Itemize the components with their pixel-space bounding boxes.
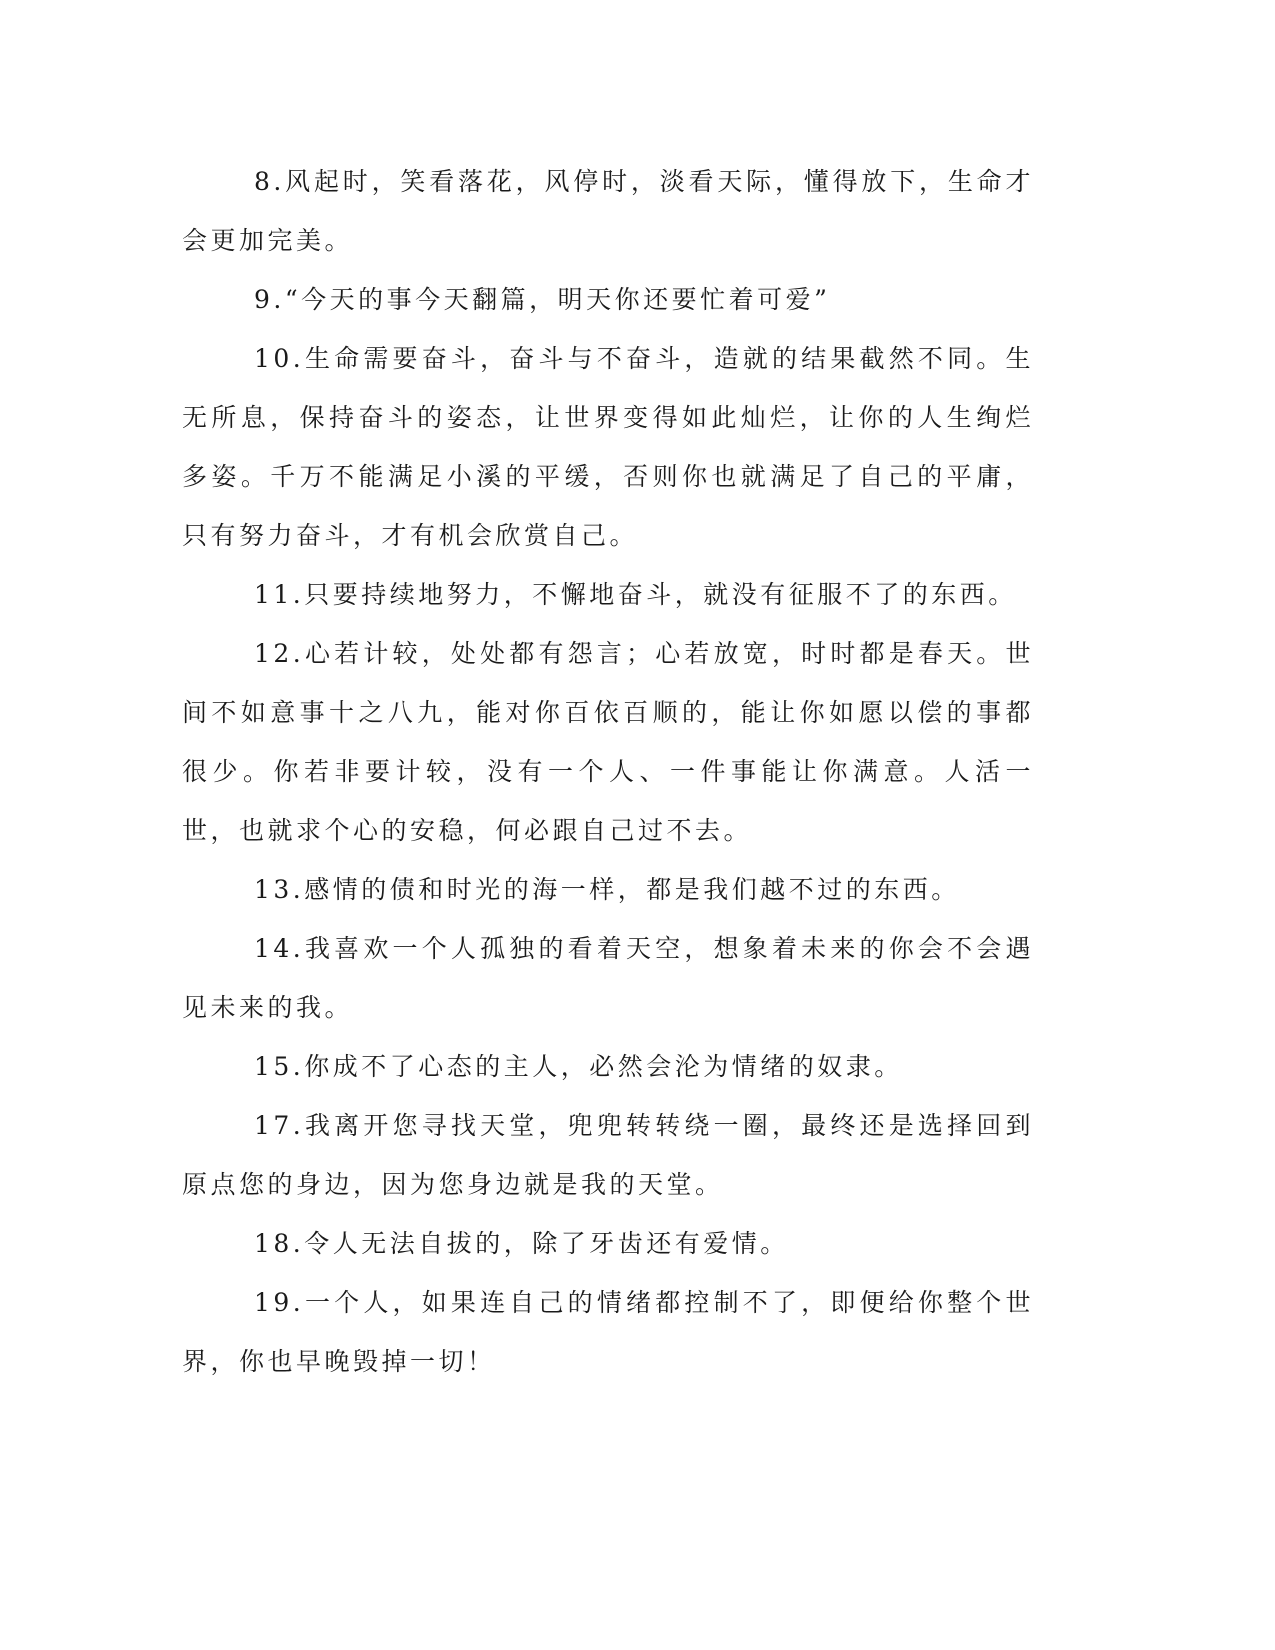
paragraph-10: 10.生命需要奋斗，奋斗与不奋斗，造就的结果截然不同。生无所息，保持奋斗的姿态，让世界变得如此灿烂，让你的人生绚烂多姿。千万不能满足小溪的平缓，否则你也就满足了自己的平庸，只有努力奋斗，才有机会欣赏自己。 — [182, 344, 1034, 550]
paragraph-17: 17.我离开您寻找天堂，兜兜转转绕一圈，最终还是选择回到原点您的身边，因为您身边就是我的天堂。 — [182, 1111, 1034, 1199]
paragraph-18: 18.令人无法自拔的，除了牙齿还有爱情。 — [254, 1229, 789, 1258]
paragraph-9: 9.“今天的事今天翻篇，明天你还要忙着可爱” — [254, 285, 831, 314]
paragraph-13: 13.感情的债和时光的海一样，都是我们越不过的东西。 — [254, 875, 960, 904]
paragraph-8: 8.风起时，笑看落花，风停时，淡看天际，懂得放下，生命才会更加完美。 — [182, 167, 1034, 255]
paragraph-12: 12.心若计较，处处都有怨言；心若放宽，时时都是春天。世间不如意事十之八九，能对你百依百顺的，能让你如愿以偿的事都很少。你若非要计较，没有一个人、一件事能让你满意。人活一世，也就求个心的安稳，何必跟自己过不去。 — [182, 639, 1034, 845]
document-body — [182, 152, 1034, 1391]
paragraph-15: 15.你成不了心态的主人，必然会沦为情绪的奴隶。 — [254, 1052, 903, 1081]
paragraph-19: 19.一个人，如果连自己的情绪都控制不了，即便给你整个世界，你也早晚毁掉一切！ — [182, 1288, 1034, 1376]
paragraph-14: 14.我喜欢一个人孤独的看着天空，想象着未来的你会不会遇见未来的我。 — [182, 934, 1034, 1022]
paragraph-11: 11.只要持续地努力，不懈地奋斗，就没有征服不了的东西。 — [254, 580, 1017, 609]
